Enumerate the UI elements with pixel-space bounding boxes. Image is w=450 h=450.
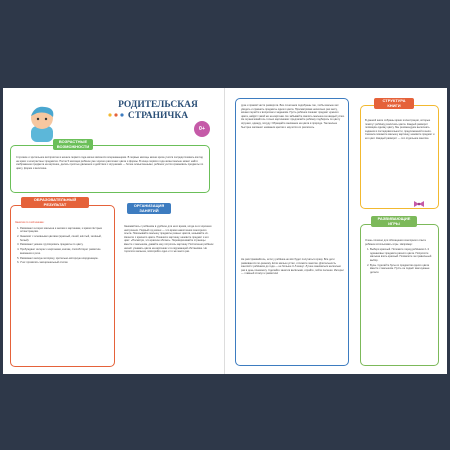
middle-text-2: Не расстраивайтесь, если у ребёнка не всё будет получаться сразу. Все дети развиваются по-разному. Если малыш устал, отложите занятие. Длительность занятий с ребёнком до года — не больше 3–5 минут. Лучше заниматься несколько раз в день понемногу. Сделайте занятия весёлыми, играйте, пойте песенки. Интерес — главный стимул к развитию! (241, 258, 344, 276)
age-features-tag: ВОЗРАСТНЫЕ ВОЗМОЖНОСТИ (53, 139, 93, 150)
edu-item: 3. Развивают умение группировать предметы по цвету. (20, 243, 110, 247)
games-tag: РАЗВИВАЮЩИЕ ИГРЫ (371, 216, 417, 227)
games-content (365, 239, 435, 363)
games-list (365, 248, 435, 274)
edu-item: 6. Учат проявлять эмоциональный отклик. (20, 261, 110, 265)
edu-result-tag: ОБРАЗОВАТЕЛЬНЫЙ РЕЗУЛЬТАТ (21, 197, 89, 208)
edu-item: 1. Развивают интерес малыша к книгам и картинкам, к ярким пёстрым иллюстрациям. (20, 227, 110, 234)
organization-text: Занимайтесь с ребёнком в удобное для него время, когда он в хорошем настроении. Первый год жизни — это время накопления сенсорного опыта. Показывайте малышу предметы разных цветов, называйте их. Начните с красного цвета. Покажите картинку, назовите предмет и его цвет: «Посмотри, это красное яблоко». Переворачивайте страницы вместе с малышом, давайте ему потрогать картинку. Постепенно ребёнок начнёт узнавать цвета на картинках и в окружающей обстановке. Не торопите малыша, повторяйте одно и то же много раз. (124, 225, 214, 254)
baby-illustration (25, 102, 59, 144)
edu-list (15, 227, 110, 265)
edu-item: 5. Развивают мелкую моторику, зрительно-моторную координацию. (20, 257, 110, 261)
middle-text: руке и правой части разворота. Все сочетания подобраны так, чтобы малыш мог увидеть и сравнить предметы одного цвета. Просматривая несколько раз книгу, можно перейти к вопросам и заданиям. Пусть ребёнок покажет предмет нужного цвета, найдёт такой же на картинке. Не забывайте хвалить малыша за каждый успех. Не ограничивайтесь только картинками: предлагайте ребёнку подбирать по цвету игрушки, одежду, посуду. Обращайте внимание на цвета в природе. Так малыш быстрее запомнит названия цветов и научится их различать. (241, 104, 345, 129)
decorative-dots (107, 112, 127, 118)
bow-icon (413, 200, 425, 208)
page-title: РОДИТЕЛЬСКАЯ СТРАНИЧКА (118, 100, 198, 121)
games-item: 1. Выбери красный. Положите перед ребёнком 2–3 одинаковых предмета разного цвета. Попросите малыша взять красный. Похвалите за правильный выбор. (370, 248, 435, 262)
structure-tag: СТРУКТУРА КНИГИ (374, 98, 414, 109)
spine (224, 88, 225, 374)
age-badge: 0+ (194, 121, 210, 137)
edu-item: 2. Знакомят с основными цветами (красный, синий, жёлтый, зелёный, белый). (20, 235, 110, 242)
games-item: 2. Бусы. Сделайте бусы из предметов одного цвета вместе с малышом. Пусть он подаёт вам нужные детали. (370, 264, 435, 275)
age-features-text: Слуховое и зрительное восприятие в начале первого года жизни являются опережающими. В первые месяцы жизни кроха учится сосредоточивать взгляд на ярких и контрастных предметах. После 5 месяцев ребёнок уже хорошо различает цвета и формы. В конце первого года жизни малыш может найти изображение предмета на картинке, делать простые движения и действия с игрушками — более осмысленными, ребёнок учится сравнивать предметы по цвету, форме и величине. (16, 156, 204, 170)
structure-text: В данной книге собраны яркие иллюстрации, которые помогут ребёнку различать цвета. Каждый разворот посвящён одному цвету. Мы рекомендуем выполнять задания в последовательности, предложенной в книге. Сначала покажите малышу картинку, назовите предмет и его цвет. Каждый разворот — это отдельное занятие. (365, 119, 435, 140)
edu-item: 4. Пробуждают интерес к картинкам, книгам, способствуют развитию внимания и речи. (20, 248, 110, 255)
organization-tag: ОРГАНИЗАЦИЯ ЗАНЯТИЙ (127, 203, 171, 214)
book-spread (3, 88, 447, 374)
edu-intro: Занятия по этой книжке: (15, 221, 45, 224)
edu-result-content (15, 221, 110, 363)
games-intro: Очень полезно для обогащения сенсорного опыта ребёнка использовать игры. Например: (365, 239, 426, 246)
